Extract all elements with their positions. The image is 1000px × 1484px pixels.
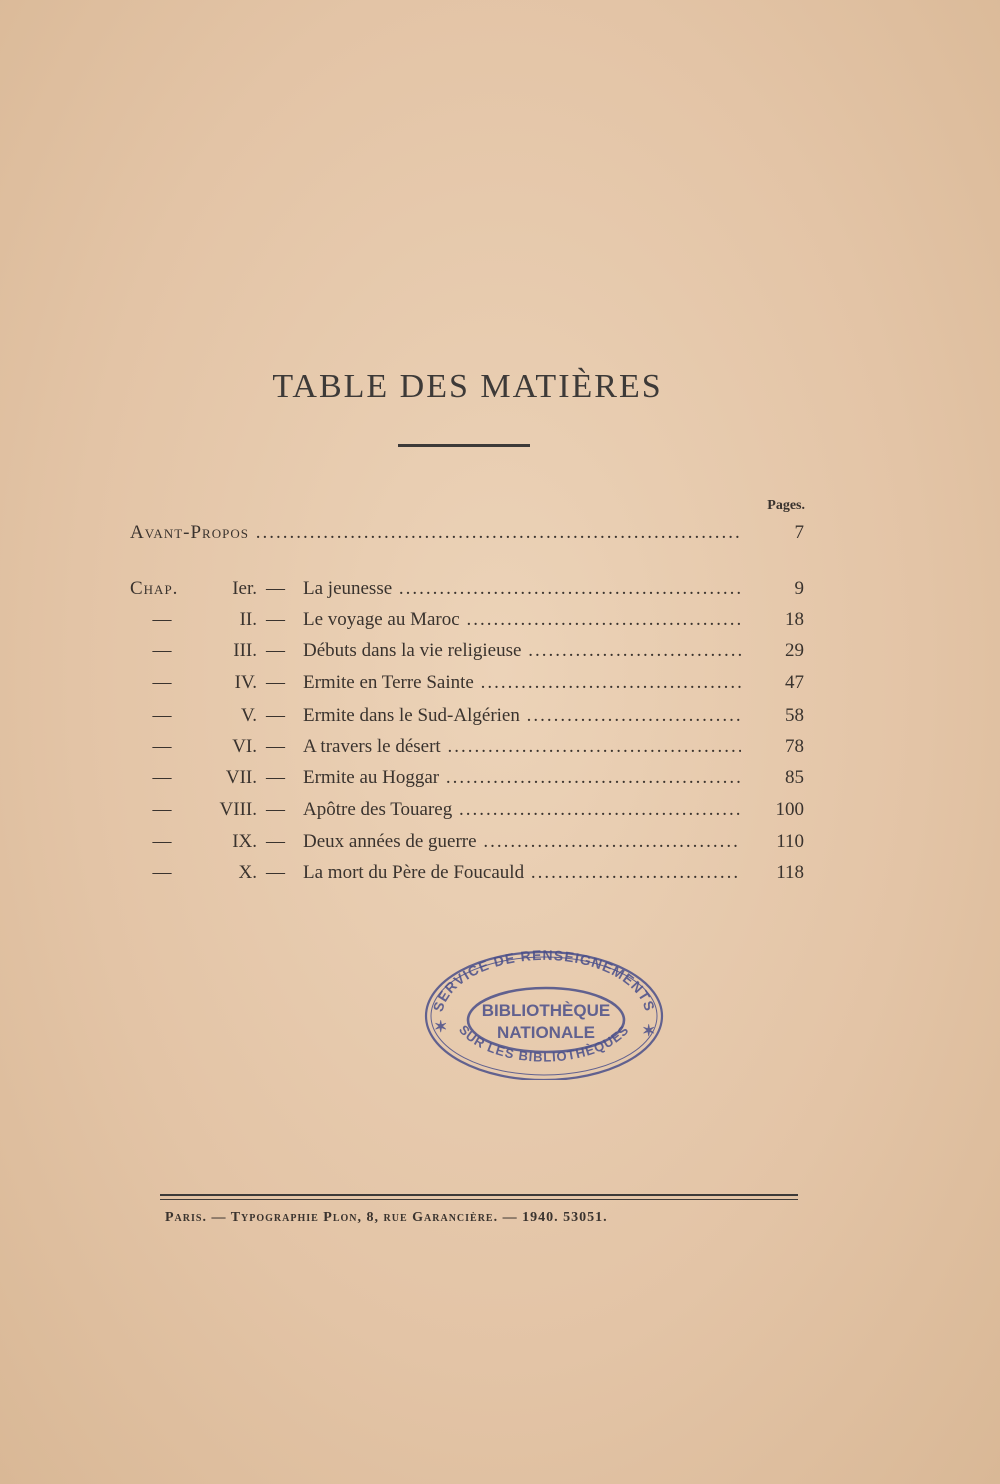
toc-entry-page: 118 (776, 862, 804, 883)
ditto-dash: — (152, 640, 172, 661)
stamp-top-arc: SERVICE DE RENSEIGNEMENTS (429, 946, 659, 1014)
chapter-number: V. (240, 705, 257, 726)
printer-imprint: Paris. — Typographie Plon, 8, rue Garancière. — 1940. 53051. (165, 1210, 608, 1225)
toc-row (0, 609, 1000, 639)
toc-entry-title: Avant-Propos ..... (130, 522, 741, 544)
toc-entry-title: Apôtre des Touareg ..... (303, 799, 741, 821)
toc-row (0, 862, 1000, 892)
toc-row (0, 767, 1000, 797)
toc-entry-page: 9 (794, 578, 804, 599)
chapter-number: X. (238, 862, 257, 883)
chapter-number: III. (233, 640, 257, 661)
footer-rule (160, 1199, 798, 1200)
ditto-dash: — (152, 767, 172, 788)
toc-entry-title: Débuts dans la vie religieuse ..... (303, 640, 741, 662)
toc-entry-title: Ermite en Terre Sainte ..... (303, 672, 741, 694)
separator-dash: — (266, 672, 285, 693)
separator-dash: — (266, 705, 285, 726)
chapter-number: VI. (232, 736, 257, 757)
separator-dash: — (266, 640, 285, 661)
toc-row (0, 640, 1000, 670)
page-title: TABLE DES MATIÈRES (272, 368, 663, 405)
toc-row (0, 736, 1000, 766)
stamp-bottom-arc: SUR LES BIBLIOTHÈQUES (456, 1022, 632, 1065)
toc-entry-page: 18 (785, 609, 804, 630)
ditto-dash: — (152, 736, 172, 757)
toc-entry-title: Ermite au Hoggar ..... (303, 767, 741, 789)
toc-entry-page: 7 (794, 522, 804, 543)
toc-row (0, 831, 1000, 861)
toc-entry-page: 78 (785, 736, 804, 757)
toc-row (0, 799, 1000, 829)
toc-row (0, 672, 1000, 702)
toc-entry-page: 58 (785, 705, 804, 726)
ditto-dash: — (152, 672, 172, 693)
toc-entry-title: Ermite dans le Sud-Algérien ..... (303, 705, 741, 727)
stamp-graphic (420, 940, 668, 1080)
ditto-dash: — (152, 831, 172, 852)
ditto-dash: — (152, 862, 172, 883)
toc-entry-title: A travers le désert ..... (303, 736, 741, 758)
toc-row-avant-propos (0, 522, 1000, 552)
toc-entry-page: 29 (785, 640, 804, 661)
toc-entry-title: Le voyage au Maroc ..... (303, 609, 741, 631)
chapter-number: IV. (234, 672, 257, 693)
chapter-number: VIII. (219, 799, 257, 820)
chapter-prefix: Chap. (130, 578, 179, 599)
chapter-number: Ier. (232, 578, 257, 599)
stamp-line-1: BIBLIOTHÈQUE (481, 1001, 611, 1020)
pages-column-header: Pages. (767, 498, 805, 513)
toc-entry-title: La mort du Père de Foucauld ..... (303, 862, 741, 884)
ditto-dash: — (152, 799, 172, 820)
toc-entry-page: 110 (776, 831, 804, 852)
separator-dash: — (266, 609, 285, 630)
ditto-dash: — (152, 705, 172, 726)
title-rule (398, 444, 530, 447)
toc-entry-title: La jeunesse ..... (303, 578, 741, 600)
separator-dash: — (266, 767, 285, 788)
chapter-number: II. (239, 609, 257, 630)
library-stamp (420, 940, 668, 1080)
toc-row (0, 705, 1000, 735)
toc-entry-page: 100 (775, 799, 804, 820)
stamp-line-2: NATIONALE (497, 1023, 595, 1042)
chapter-number: VII. (225, 767, 257, 788)
toc-row (0, 578, 1000, 608)
star-icon: ✶ (434, 1019, 448, 1036)
star-icon: ✶ (642, 1023, 656, 1040)
ditto-dash: — (152, 609, 172, 630)
toc-entry-page: 85 (785, 767, 804, 788)
separator-dash: — (266, 862, 285, 883)
separator-dash: — (266, 578, 285, 599)
separator-dash: — (266, 799, 285, 820)
footer-rule (160, 1194, 798, 1196)
toc-entry-page: 47 (785, 672, 804, 693)
separator-dash: — (266, 736, 285, 757)
chapter-number: IX. (232, 831, 257, 852)
separator-dash: — (266, 831, 285, 852)
toc-entry-title: Deux années de guerre ..... (303, 831, 741, 853)
